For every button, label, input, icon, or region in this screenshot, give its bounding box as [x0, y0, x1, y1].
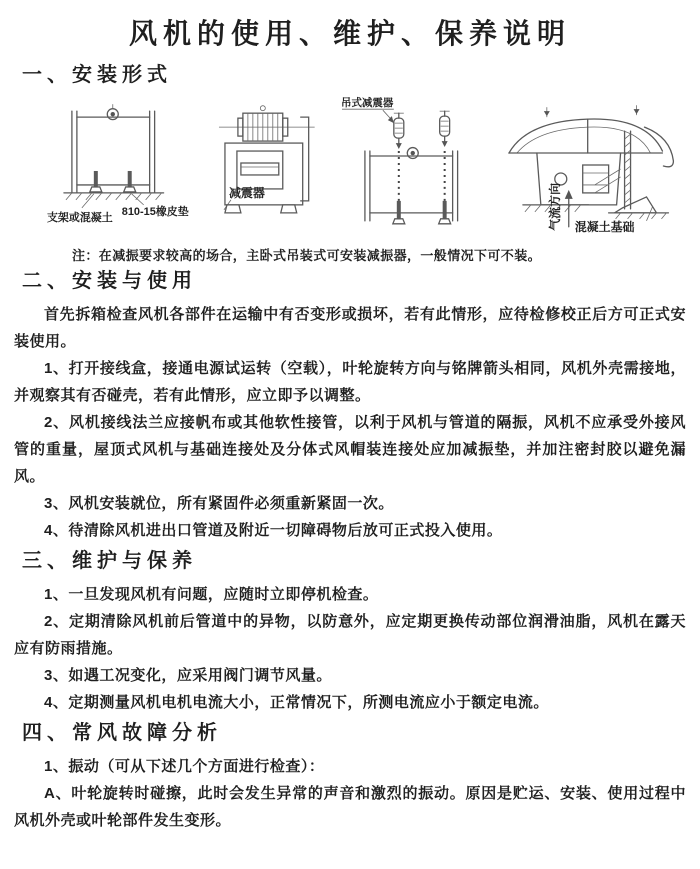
list-item: 4、定期测量风机电机电流大小，正常情况下，所测电流应小于额定电流。: [44, 694, 549, 711]
bracket-mount-diagram: [42, 95, 199, 235]
roof-fan-diagram: [495, 95, 686, 235]
hanging-mount-diagram: [341, 95, 483, 235]
spring-isolator-right: [440, 111, 450, 147]
bracket-label: 支架或混凝土: [46, 211, 113, 224]
shock-absorber-label: 减震器: [229, 185, 266, 200]
airflow-direction-indicator: [546, 183, 572, 231]
concrete-foundation-label: 混凝土基础: [574, 219, 635, 234]
hanging-shock-absorber-label: 吊式减震器: [341, 98, 394, 110]
maintenance-care-body: [14, 581, 686, 716]
spring-isolator-left: [394, 113, 404, 149]
installation-diagrams: [14, 95, 686, 237]
cabinet-fan-diagram: [211, 95, 329, 235]
section-heading-installation-forms: 一、安装形式: [22, 64, 172, 86]
paragraph: 首先拆箱检查风机各部件在运输中有否变形或损坏，若有此情形，应待检修校正后方可正式安装使用。: [14, 306, 686, 350]
list-item: 1、一旦发现风机有问题，应随时立即停机检查。: [44, 586, 379, 603]
list-item: 3、如遇工况变化，应采用阀门调节风量。: [44, 667, 332, 684]
fault-analysis-body: [14, 753, 686, 834]
list-item: 4、待清除风机进出口管道及附近一切障碍物后放可正式投入使用。: [44, 522, 503, 539]
installation-use-body: [14, 301, 686, 544]
section-heading-fault-analysis: 四、常风故障分析: [22, 722, 222, 744]
damping-note: 注：在减振要求较高的场合，主卧式吊装式可安装减振器，一般情况下可不装。: [72, 248, 542, 263]
list-item: A、叶轮旋转时碰擦，此时会发生异常的声音和激烈的振动。原因是贮运、安装、使用过程中风机外壳或叶轮部件发生变形。: [14, 785, 686, 829]
list-item: 3、风机安装就位，所有紧固件必须重新紧固一次。: [44, 495, 394, 512]
list-item: 1、打开接线盒，接通电源试运转（空载），叶轮旋转方向与铭牌箭头相同，风机外壳需接地，并观察其有否碰壳，若有此情形，应立即予以调整。: [14, 360, 686, 404]
list-item: 2、定期清除风机前后管道中的异物，以防意外，应定期更换传动部位润滑油脂，风机在露天应有防雨措施。: [14, 613, 686, 657]
section-heading-installation-use: 二、安装与使用: [22, 270, 197, 292]
page-title: 风机的使用、维护、保养说明: [128, 18, 571, 49]
section-heading-maintenance-care: 三、维护与保养: [22, 550, 197, 572]
list-item: 1、振动（可从下述几个方面进行检查）：: [44, 758, 325, 775]
list-item: 2、风机接线法兰应接帆布或其他软性接管，以利于风机与管道的隔振，风机不应承受外接风管的重量，屋顶式风机与基础连接处及分体式风帽装连接处应加减振垫，并加注密封胶以避免漏风。: [14, 414, 686, 485]
airflow-direction-label: 气流方向: [547, 182, 562, 231]
rubber-pad-label: 810-15橡皮垫: [121, 205, 189, 218]
